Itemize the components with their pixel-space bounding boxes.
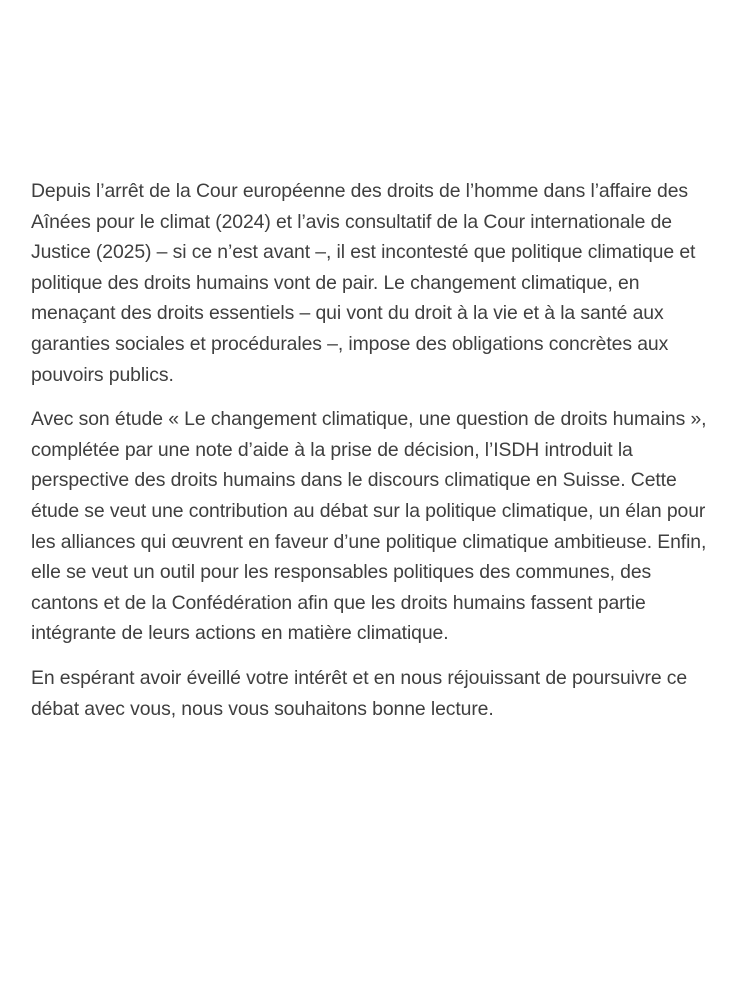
paragraph-closing: En espérant avoir éveillé votre intérêt et en nous réjouissant de poursuivre ce débat avec vous, nous vous souhaitons bonne lecture. [31, 666, 688, 720]
paragraph-intro: Depuis l’arrêt de la Cour européenne des droits de l’homme dans l’affaire des Aînées pour le climat (2024) et l’avis consultatif de la Cour internationale de Justice (2025) – si ce n’est avant –, il est incontesté que politique climatique et politique des droits humains vont de pair. Le changement climatique, en menaçant des droits essentiels – qui vont du droit à la vie et à la santé aux garanties sociales et procédurales –, impose des obligations concrètes aux pouvoirs publics. [31, 180, 696, 386]
paragraph-study: Avec son étude « Le changement climatique, une question de droits humains », complétée par une note d’aide à la prise de décision, l’ISDH introduit la perspective des droits humains dans le discours climatique en Suisse. Cette étude se veut une contribution au débat sur la politique climatique, un élan pour les alliances qui œuvrent en faveur d’une politique climatique ambitieuse. Enfin, elle se veut un outil pour les responsables politiques des communes, des cantons et de la Confédération afin que les droits humains fassent partie intégrante de leurs actions en matière climatique. [31, 408, 707, 645]
body-text [31, 176, 716, 738]
